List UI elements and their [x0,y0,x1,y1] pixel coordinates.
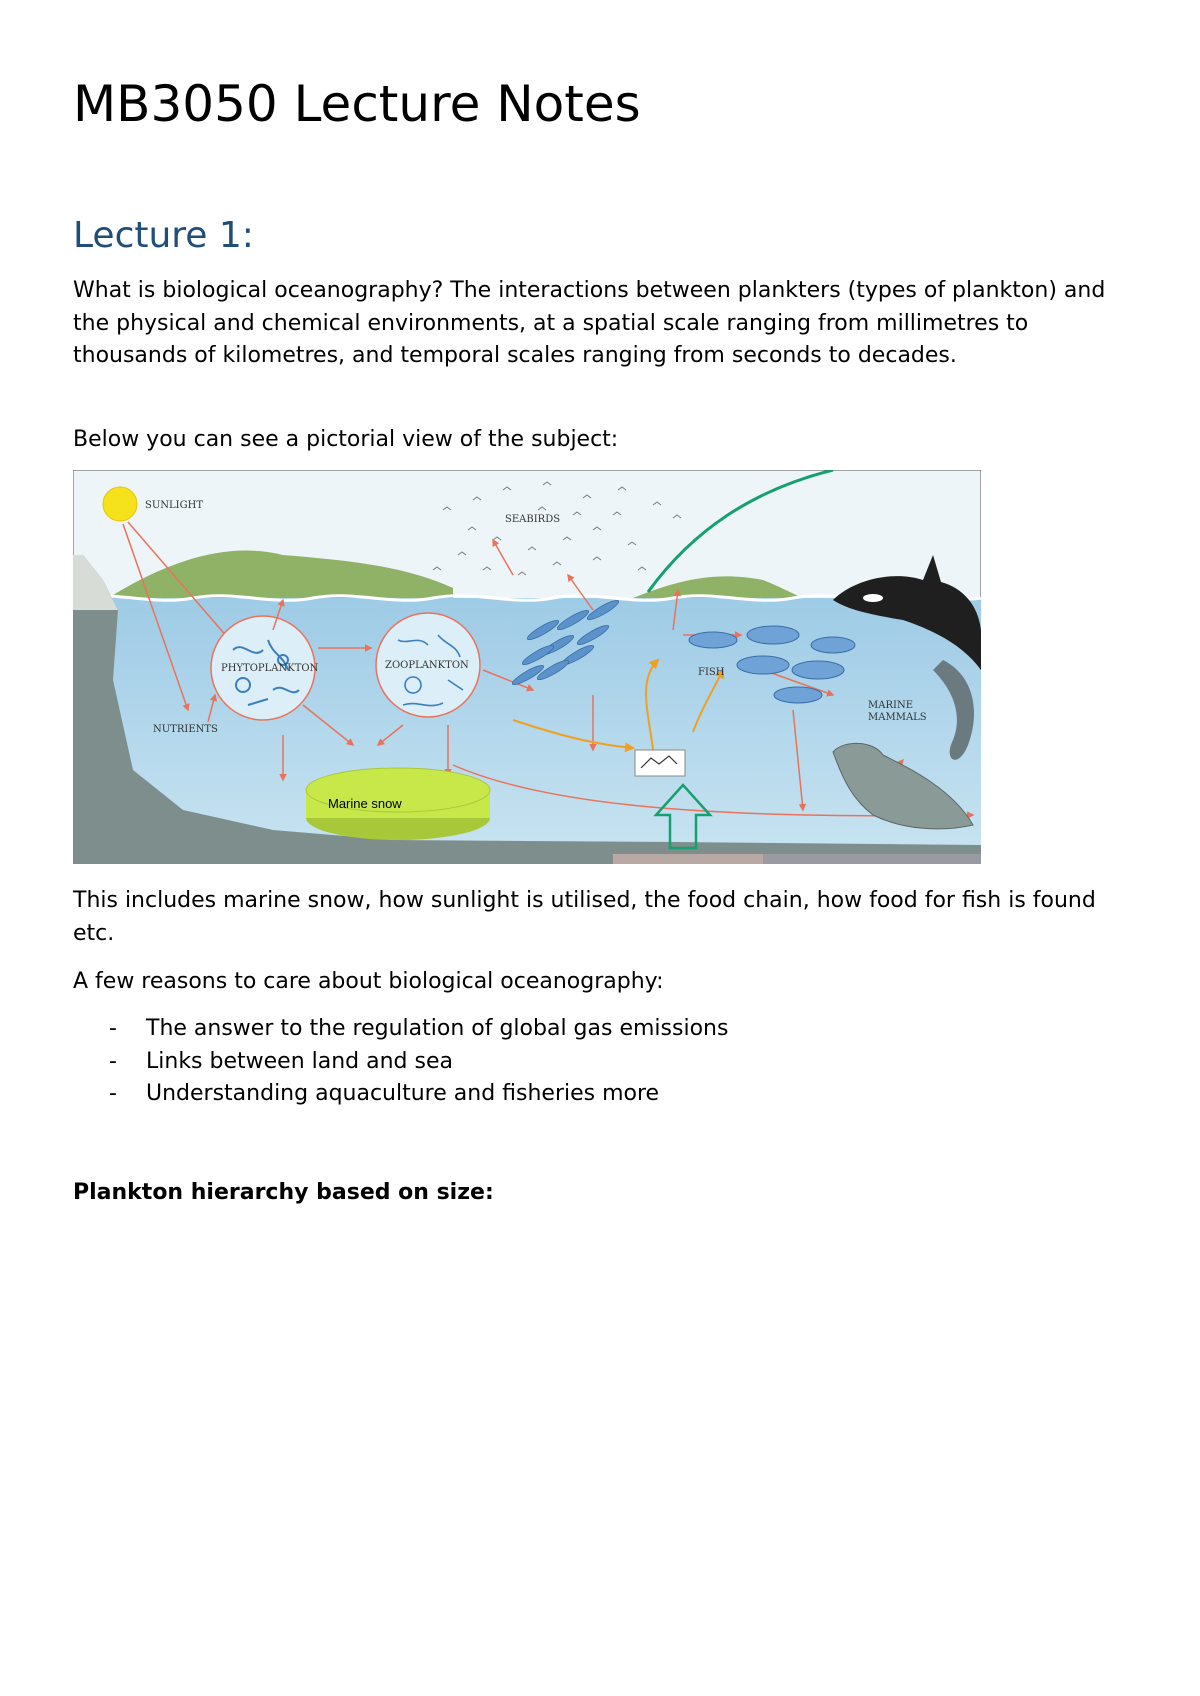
reasons-intro: A few reasons to care about biological oceanography: [73,969,664,994]
intro-paragraph: What is biological oceanography? The interactions between plankters (types of plankton) and the physical and chemical environments, at a spatial scale ranging from millimetres to thousands of kilometres, and temporal scales ranging from seconds to decades. [73,278,1106,368]
label-phytoplankton: PHYTOPLANKTON [221,663,319,674]
ocean-food-web-figure [73,470,981,864]
bullet-dash: - [109,1016,117,1041]
reason-text: Understanding aquaculture and fisheries more [146,1081,660,1106]
bottom-strip-right [763,854,981,864]
bottom-strip-left [613,854,763,864]
label-marine-mammals-1: MARINE [868,700,913,711]
lecture-heading: Lecture 1: [73,215,254,256]
reason-text: Links between land and sea [146,1048,453,1074]
sun [103,487,137,521]
label-fish: FISH [698,667,725,678]
bullet-dash: - [109,1081,117,1106]
label-marine-snow: Marine snow [328,796,402,811]
figure-intro: Below you can see a pictorial view of the subject: [73,427,619,452]
label-sunlight: SUNLIGHT [145,500,203,511]
label-marine-mammals-2: MAMMALS [868,712,927,723]
label-zooplankton: ZOOPLANKTON [385,660,469,671]
label-seabirds: SEABIRDS [505,514,561,525]
label-nutrients: NUTRIENTS [153,724,218,735]
reason-item [73,1013,728,1046]
reason-text: The answer to the regulation of global gas emissions [146,1016,729,1041]
plankton-hierarchy-heading: Plankton hierarchy based on size: [73,1180,494,1205]
reason-item [73,1046,728,1079]
bullet-dash: - [109,1048,117,1074]
reason-item [73,1078,728,1111]
reasons-list [73,1013,728,1111]
document-title: MB3050 Lecture Notes [73,75,641,133]
after-figure-paragraph: This includes marine snow, how sunlight is utilised, the food chain, how food for fish is found etc. [73,888,1096,946]
